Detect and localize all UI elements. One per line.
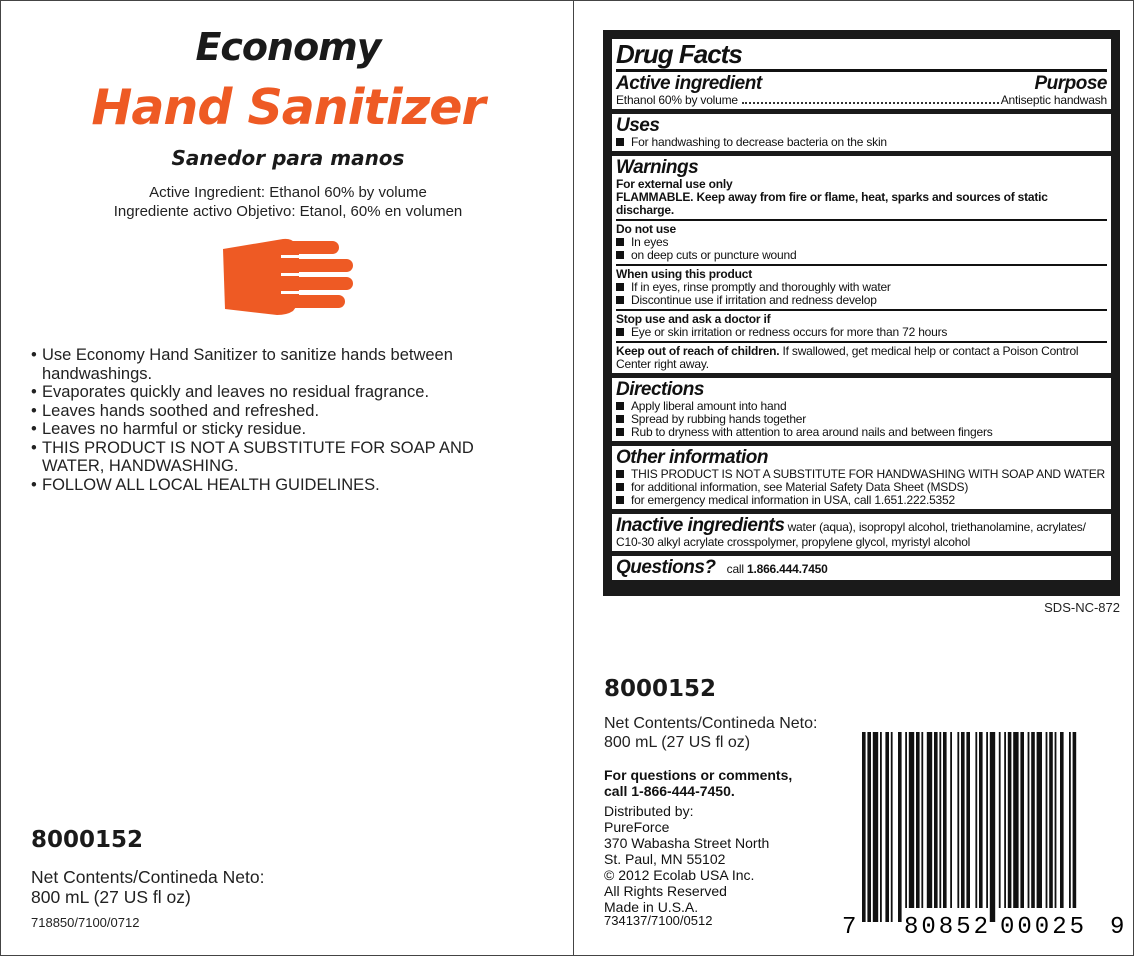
barcode-digit-last: 9 <box>1110 914 1125 941</box>
distributor-line: 370 Wabasha Street North <box>604 835 770 851</box>
bullet-square-icon <box>616 428 624 436</box>
divider <box>616 309 1107 311</box>
divider <box>616 341 1107 343</box>
bullet-square-icon <box>616 251 624 259</box>
drug-facts-header-box <box>612 39 1111 109</box>
bullet-square-icon <box>616 296 624 304</box>
claim-item: • Use Economy Hand Sanitizer to sanitize hands between handwashings. <box>31 346 501 383</box>
warnings-heading: Warnings <box>616 157 699 178</box>
net-contents-label: Net Contents/Contineda Neto: <box>31 867 265 887</box>
product-name-spanish: Sanedor para manos <box>171 146 405 170</box>
keep-out-text: If swallowed, get medical help or contact a Poison Control Center right away. <box>616 344 1079 371</box>
stop-use-text: Eye or skin irritation or redness occurs for more than 72 hours <box>631 325 948 339</box>
other-information-section <box>612 446 1111 509</box>
claim-item: • Evaporates quickly and leaves no residual fragrance. <box>31 383 501 402</box>
directions-heading: Directions <box>616 379 704 400</box>
purpose-heading: Purpose <box>1034 73 1107 94</box>
net-contents-label: Net Contents/Contineda Neto: <box>604 715 818 732</box>
do-not-use-item <box>616 249 1107 262</box>
item-number: 8000152 <box>604 676 717 702</box>
distributor-info <box>604 803 769 915</box>
divider <box>616 219 1107 221</box>
distributor-line: PureForce <box>604 819 670 835</box>
bullet-square-icon <box>616 496 624 504</box>
leader-dots <box>742 102 999 104</box>
barcode-digits-right: 00025 <box>1000 914 1084 941</box>
stop-use-item <box>616 326 1107 339</box>
active-ingredient-spanish: Ingrediente activo Objetivo: Etanol, 60% en volumen <box>113 203 463 220</box>
bullet-square-icon <box>616 238 624 246</box>
product-name: Hand Sanitizer <box>91 79 485 136</box>
distributor-line: © 2012 Ecolab USA Inc. <box>604 867 755 883</box>
when-using-text: If in eyes, rinse promptly and thoroughly with water <box>631 280 891 294</box>
directions-text: Spread by rubbing hands together <box>631 412 807 426</box>
other-info-text: for emergency medical information in USA, call 1.651.222.5352 <box>631 493 955 507</box>
active-ingredient-heading: Active ingredient <box>616 73 762 94</box>
label-code: 718850/7100/0712 <box>31 915 140 930</box>
distributor-line: All Rights Reserved <box>604 883 727 899</box>
other-info-item <box>616 494 1107 507</box>
claim-item: • THIS PRODUCT IS NOT A SUBSTITUTE FOR SOAP AND WATER, HANDWASHING. <box>31 439 501 476</box>
uses-text: For handwashing to decrease bacteria on the skin <box>631 135 887 149</box>
questions-comments-note <box>604 767 792 799</box>
questions-section <box>612 556 1111 580</box>
claim-item: • Leaves hands soothed and refreshed. <box>31 402 501 421</box>
bullet-square-icon <box>616 328 624 336</box>
do-not-use-heading: Do not use <box>616 222 676 236</box>
questions-phone: 1.866.444.7450 <box>747 562 828 576</box>
flammable-warning: FLAMMABLE. Keep away from fire or flame, heat, sparks and sources of static discharge. <box>616 190 1048 217</box>
bullet-square-icon <box>616 138 624 146</box>
product-claims-list <box>31 346 501 494</box>
barcode-digit-first: 7 <box>842 914 857 941</box>
warnings-section <box>612 156 1111 373</box>
bullet-square-icon <box>616 402 624 410</box>
when-using-item <box>616 294 1107 307</box>
bullet-square-icon <box>616 470 624 478</box>
divider <box>616 69 1107 72</box>
item-number: 8000152 <box>31 827 144 853</box>
other-information-heading: Other information <box>616 447 768 468</box>
other-info-text: THIS PRODUCT IS NOT A SUBSTITUTE FOR HANDWASHING WITH SOAP AND WATER <box>631 467 1105 481</box>
label-code: 734137/7100/0512 <box>604 913 713 928</box>
hand-icon <box>221 237 357 317</box>
uses-heading: Uses <box>616 115 660 136</box>
active-ingredient-row <box>616 94 1107 107</box>
drug-facts-title: Drug Facts <box>616 39 742 69</box>
do-not-use-text: In eyes <box>631 235 669 249</box>
distributor-line: Distributed by: <box>604 803 694 819</box>
bullet-square-icon <box>616 415 624 423</box>
keep-out-of-reach <box>616 345 1107 371</box>
questions-line: call 1-866-444-7450. <box>604 783 735 799</box>
distributor-line: St. Paul, MN 55102 <box>604 851 726 867</box>
directions-text: Rub to dryness with attention to area around nails and between fingers <box>631 425 993 439</box>
inactive-ingredients-text: water (aqua), isopropyl alcohol, triethanolamine, acrylates/ C10-30 alkyl acrylate crosspolymer, propylene glycol, myristyl alcohol <box>616 520 1086 549</box>
inactive-ingredients-heading: Inactive ingredients <box>616 515 785 536</box>
when-using-text: Discontinue use if irritation and redness develop <box>631 293 877 307</box>
net-contents-value: 800 mL (27 US fl oz) <box>604 734 751 751</box>
directions-item <box>616 426 1107 439</box>
stop-use-heading: Stop use and ask a doctor if <box>616 312 771 326</box>
drug-facts-panel <box>603 30 1120 596</box>
active-ingredient-value: Ethanol 60% by volume <box>616 93 738 107</box>
barcode-icon <box>842 732 1125 941</box>
claim-item: • Leaves no harmful or sticky residue. <box>31 420 501 439</box>
do-not-use-text: on deep cuts or puncture wound <box>631 248 797 262</box>
purpose-value: Antiseptic handwash <box>1000 93 1107 107</box>
active-purpose-header <box>616 73 1107 94</box>
external-use-text: For external use only <box>616 177 733 191</box>
divider <box>616 264 1107 266</box>
inactive-ingredients-section <box>612 514 1111 551</box>
uses-item <box>616 136 1107 149</box>
directions-section <box>612 378 1111 441</box>
sds-code: SDS-NC-872 <box>1044 600 1120 615</box>
brand-economy: Economy <box>195 25 381 69</box>
other-info-text: for additional information, see Material Safety Data Sheet (MSDS) <box>631 480 969 494</box>
when-using-heading: When using this product <box>616 267 753 281</box>
net-contents-value: 800 mL (27 US fl oz) <box>31 887 191 907</box>
questions-line: For questions or comments, <box>604 767 793 783</box>
uses-section <box>612 114 1111 151</box>
claim-item: • FOLLOW ALL LOCAL HEALTH GUIDELINES. <box>31 476 501 495</box>
questions-heading: Questions? <box>616 557 716 578</box>
bullet-square-icon <box>616 483 624 491</box>
keep-out-bold: Keep out of reach of children. <box>616 344 780 358</box>
directions-text: Apply liberal amount into hand <box>631 399 787 413</box>
barcode-digits-left: 80852 <box>904 914 988 941</box>
barcode-bars <box>862 732 1076 922</box>
bullet-square-icon <box>616 283 624 291</box>
distributor-line: Made in U.S.A. <box>604 899 699 915</box>
questions-call-text: call <box>726 562 747 576</box>
active-ingredient-english: Active Ingredient: Ethanol 60% by volume <box>149 184 427 201</box>
